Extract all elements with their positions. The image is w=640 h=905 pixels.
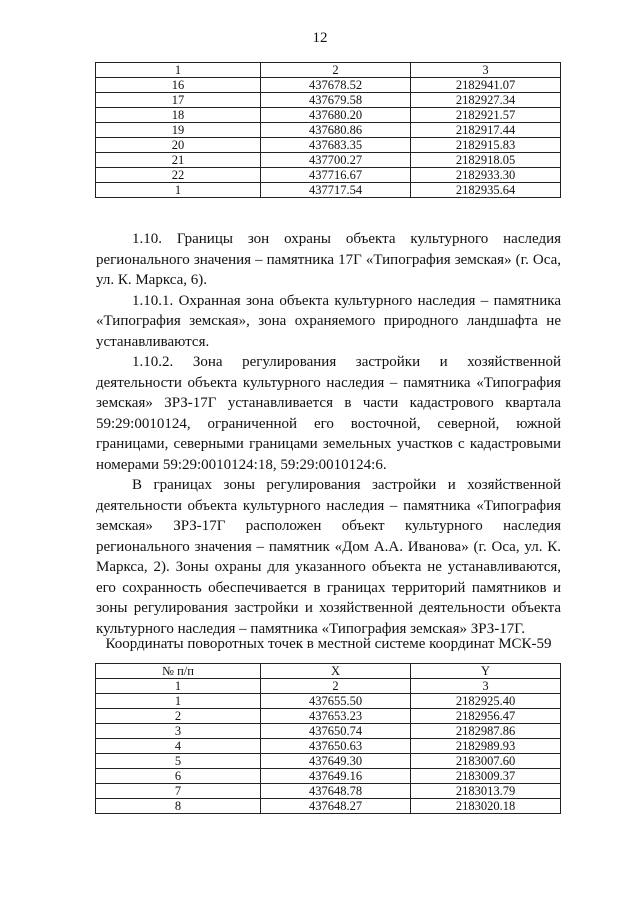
column-header-y: Y	[411, 664, 561, 679]
column-number: 3	[411, 679, 561, 694]
y-coordinate-cell: 2182935.64	[411, 183, 561, 198]
x-coordinate-cell: 437655.50	[261, 694, 411, 709]
column-header-x: X	[261, 664, 411, 679]
coordinates-table-continued	[95, 62, 561, 198]
point-number-cell: 19	[96, 123, 261, 138]
table-row	[96, 108, 561, 123]
table-row	[96, 739, 561, 754]
point-number-cell: 18	[96, 108, 261, 123]
y-coordinate-cell: 2183020.18	[411, 799, 561, 814]
y-coordinate-cell: 2182925.40	[411, 694, 561, 709]
point-number-cell: 5	[96, 754, 261, 769]
column-header: 3	[411, 63, 561, 78]
table-row	[96, 78, 561, 93]
point-number-cell: 16	[96, 78, 261, 93]
x-coordinate-cell: 437650.74	[261, 724, 411, 739]
point-number-cell: 3	[96, 724, 261, 739]
x-coordinate-cell: 437680.20	[261, 108, 411, 123]
x-coordinate-cell: 437683.35	[261, 138, 411, 153]
column-number: 2	[261, 679, 411, 694]
point-number-cell: 1	[96, 694, 261, 709]
point-number-cell: 21	[96, 153, 261, 168]
y-coordinate-cell: 2182989.93	[411, 739, 561, 754]
x-coordinate-cell: 437649.30	[261, 754, 411, 769]
point-number-cell: 17	[96, 93, 261, 108]
table-row	[96, 784, 561, 799]
y-coordinate-cell: 2183013.79	[411, 784, 561, 799]
paragraph-1-10: 1.10. Границы зон охраны объекта культурного наследия регионального значения – памятника 17Г «Типография земская» (г. Оса, ул. К. Маркса, 6).	[96, 231, 561, 288]
y-coordinate-cell: 2182956.47	[411, 709, 561, 724]
table-header-row	[96, 664, 561, 679]
table-row	[96, 754, 561, 769]
point-number-cell: 22	[96, 168, 261, 183]
x-coordinate-cell: 437680.86	[261, 123, 411, 138]
x-coordinate-cell: 437717.54	[261, 183, 411, 198]
y-coordinate-cell: 2182918.05	[411, 153, 561, 168]
table-row	[96, 694, 561, 709]
x-coordinate-cell: 437653.23	[261, 709, 411, 724]
y-coordinate-cell: 2182941.07	[411, 78, 561, 93]
x-coordinate-cell: 437679.58	[261, 93, 411, 108]
x-coordinate-cell: 437648.27	[261, 799, 411, 814]
table-row	[96, 138, 561, 153]
point-number-cell: 8	[96, 799, 261, 814]
column-numbering-row	[96, 679, 561, 694]
table-row	[96, 93, 561, 108]
x-coordinate-cell: 437648.78	[261, 784, 411, 799]
table-row	[96, 769, 561, 784]
y-coordinate-cell: 2182915.83	[411, 138, 561, 153]
column-header: 2	[261, 63, 411, 78]
coordinates-table	[95, 663, 561, 814]
table-row	[96, 709, 561, 724]
paragraph-zone-description: В границах зоны регулирования застройки и хозяйственной деятельности объекта культурного наследия – памятника «Типография земская» ЗРЗ-17Г расположен объект культурного наследия регионального значения – памятник «Дом А.А. Иванова» (г. Оса, ул. К. Маркса, 2). Зоны охраны для указанного объекта не устанавливаются, его сохранность обеспечивается в границах территорий памятников и зоны регулирования застройки и хозяйственной деятельности объекта культурного наследия – памятника «Типография земская» ЗРЗ-17Г.	[96, 477, 561, 637]
point-number-cell: 6	[96, 769, 261, 784]
x-coordinate-cell: 437649.16	[261, 769, 411, 784]
column-header-number: № п/п	[96, 664, 261, 679]
column-header: 1	[96, 63, 261, 78]
y-coordinate-cell: 2182987.86	[411, 724, 561, 739]
table-row	[96, 168, 561, 183]
column-number: 1	[96, 679, 261, 694]
table-row	[96, 153, 561, 168]
y-coordinate-cell: 2182917.44	[411, 123, 561, 138]
table-row	[96, 183, 561, 198]
body-text	[96, 229, 561, 639]
y-coordinate-cell: 2182921.57	[411, 108, 561, 123]
point-number-cell: 1	[96, 183, 261, 198]
x-coordinate-cell: 437678.52	[261, 78, 411, 93]
point-number-cell: 2	[96, 709, 261, 724]
y-coordinate-cell: 2183009.37	[411, 769, 561, 784]
y-coordinate-cell: 2182933.30	[411, 168, 561, 183]
point-number-cell: 20	[96, 138, 261, 153]
paragraph-1-10-1: 1.10.1. Охранная зона объекта культурного наследия – памятника «Типография земская», зона охраняемого природного ландшафта не устанавливаются.	[96, 292, 561, 350]
point-number-cell: 7	[96, 784, 261, 799]
x-coordinate-cell: 437700.27	[261, 153, 411, 168]
x-coordinate-cell: 437716.67	[261, 168, 411, 183]
point-number-cell: 4	[96, 739, 261, 754]
page-number: 12	[312, 30, 328, 46]
table-row	[96, 799, 561, 814]
y-coordinate-cell: 2182927.34	[411, 93, 561, 108]
table-row	[96, 123, 561, 138]
table-row	[96, 724, 561, 739]
table-caption: Координаты поворотных точек в местной системе координат МСК-59	[105, 636, 552, 652]
table-header-row	[96, 63, 561, 78]
paragraph-1-10-2: 1.10.2. Зона регулирования застройки и хозяйственной деятельности объекта культурного наследия – памятника «Типография земская» ЗРЗ-17Г устанавливается в части кадастрового квартала 59:29:0010124, ограниченной его восточной, северной, южной границами, северными границами земельных участков с кадастровыми номерами 59:29:0010124:18, 59:29:0010124:6.	[96, 354, 561, 473]
x-coordinate-cell: 437650.63	[261, 739, 411, 754]
y-coordinate-cell: 2183007.60	[411, 754, 561, 769]
